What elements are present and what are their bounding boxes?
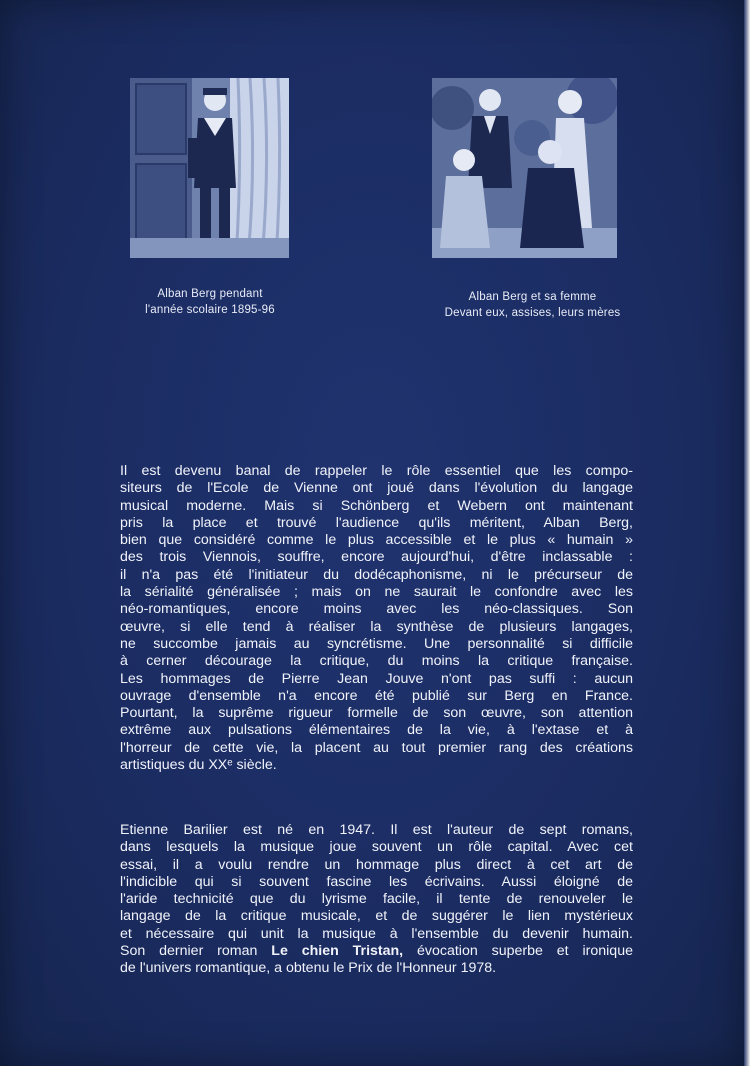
- blurb-paragraph-1: [120, 463, 633, 774]
- photo-young-berg-caption: [120, 286, 300, 318]
- caption-line: Alban Berg pendant: [157, 288, 263, 300]
- text-line: des trois Viennois, souffre, encore aujourd'hui, d'être inclassable :: [120, 549, 633, 566]
- text-line: bien que considéré comme le plus accessible et le plus « humain »: [120, 532, 633, 549]
- photo-berg-family-caption: [420, 289, 645, 321]
- text-line: pris la place et trouvé l'audience qu'ils méritent, Alban Berg,: [120, 514, 633, 531]
- photo-young-berg-image: [130, 78, 289, 258]
- book-edge: [744, 0, 750, 1066]
- text-line: Etienne Barilier est né en 1947. Il est l'auteur de sept romans,: [120, 822, 633, 838]
- text-line: essai, il a voulu rendre un hommage plus direct à cet art de: [120, 856, 633, 873]
- text-line: ne succombe jamais au syncrétisme. Une personnalité si difficile: [120, 635, 633, 652]
- text-line: musical moderne. Mais si Schönberg et Webern ont maintenant: [120, 497, 633, 514]
- text-line: langage de la critique musicale, et de suggérer le lien mystérieux: [120, 908, 633, 925]
- text-line: ouvrage d'ensemble n'a encore été publié sur Berg en France.: [120, 687, 633, 704]
- novel-title: Le chien Tristan,: [271, 943, 404, 960]
- text-line: dans lesquels la musique joue souvent un rôle capital. Avec cet: [120, 839, 633, 856]
- caption-line: l'année scolaire 1895-96: [145, 304, 275, 316]
- text-line-with-title: [120, 943, 633, 960]
- text-line: siteurs de l'Ecole de Vienne ont joué dans l'évolution du langage: [120, 480, 633, 497]
- text-line: extrême aux pulsations élémentaires de la vie, à l'extase et à: [120, 722, 633, 739]
- text-segment: évocation superbe et ironique: [403, 943, 633, 960]
- text-line: œuvre, si elle tend à réaliser la synthèse de plusieurs langages,: [120, 618, 633, 635]
- text-line: l'aride technicité que du lyrisme facile, il tente de renouveler le: [120, 891, 633, 908]
- photo-young-berg: [130, 78, 289, 258]
- caption-line: Devant eux, assises, leurs mères: [444, 307, 621, 319]
- text-segment: Son dernier roman: [120, 943, 272, 960]
- text-line: et nécessaire qui unit la musique à l'ensemble du devenir humain.: [120, 925, 633, 942]
- photo-berg-family: [432, 78, 617, 258]
- text-line: à cerner décourage la critique, du moins la critique française.: [120, 653, 633, 670]
- photo-berg-family-image: [432, 78, 617, 258]
- author-bio-paragraph: [120, 822, 633, 978]
- text-line: Les hommages de Pierre Jean Jouve n'ont pas suffi : aucun: [120, 670, 633, 687]
- text-line: de l'univers romantique, a obtenu le Prix de l'Honneur 1978.: [120, 960, 497, 977]
- text-line: Il est devenu banal de rappeler le rôle essentiel que les compo-: [120, 463, 633, 479]
- caption-line: Alban Berg et sa femme: [468, 291, 597, 303]
- text-line: néo-romantiques, encore moins avec les néo-classiques. Son: [120, 601, 633, 618]
- text-line: la sérialité généralisée ; mais on ne saurait le confondre avec les: [120, 584, 633, 601]
- text-line: Pourtant, la suprême rigueur formelle de son œuvre, son attention: [120, 705, 633, 722]
- text-line: il n'a pas été l'initiateur du dodécaphonisme, ni le précurseur de: [120, 566, 633, 583]
- text-line: artistiques du XXᵉ siècle.: [120, 757, 277, 774]
- text-line: l'indicible qui si souvent fascine les écrivains. Aussi éloigné de: [120, 873, 633, 890]
- text-line: l'horreur de cette vie, la placent au tout premier rang des créations: [120, 739, 633, 756]
